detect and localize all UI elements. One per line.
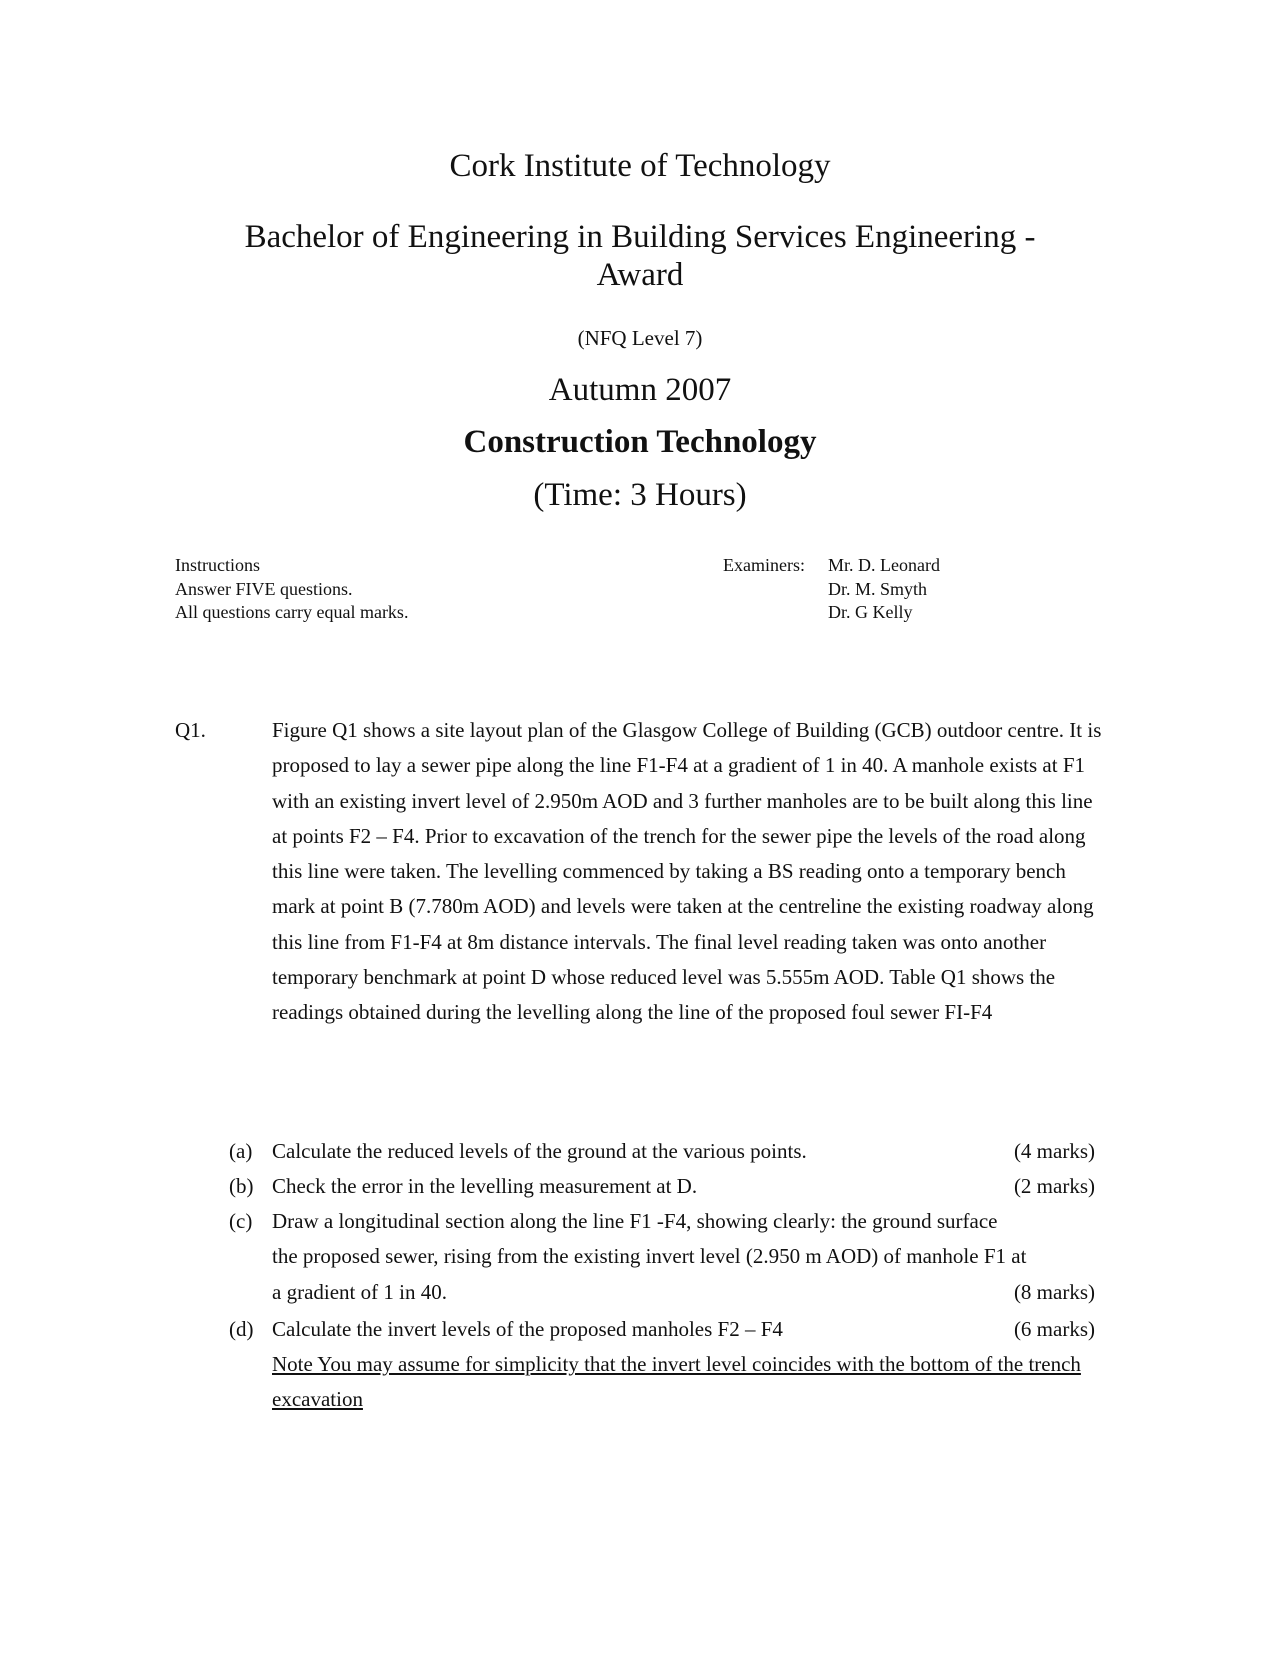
question-note: Note You may assume for simplicity that the invert level coincides with the bottom of the trench excavation [272, 1352, 1081, 1412]
part-text: Calculate the invert levels of the proposed manholes F2 – F4 [272, 1317, 783, 1341]
examiner-name: Mr. D. Leonard [828, 555, 940, 575]
question-number: Q1. [175, 718, 206, 742]
exam-session: Autumn 2007 [548, 372, 732, 408]
instructions-line-2: All questions carry equal marks. [175, 602, 409, 622]
part-marks: (2 marks) [1013, 1174, 1095, 1198]
part-letter: (a) [229, 1139, 253, 1163]
subject-title: Construction Technology [463, 424, 817, 460]
question-body: Figure Q1 shows a site layout plan of the Glasgow College of Building (GCB) outdoor centre. It is proposed to lay a sewer pipe along the line F1-F4 at a gradient of 1 in 40. A manhole exists at F1 with an existing invert level of 2.950m AOD and 3 further manholes are to be built along this line at points F2 – F4. Prior to excavation of the trench for the sewer pipe the levels of the road along this line were taken. The levelling commenced by taking a BS reading onto a temporary bench mark at point B (7.780m AOD) and levels were taken at the centreline the existing roadway along this line from F1-F4 at 8m distance intervals. The final level reading taken was onto another temporary benchmark at point D whose reduced level was 5.555m AOD. Table Q1 shows the readings obtained during the levelling along the line of the proposed foul sewer FI-F4 [272, 718, 1102, 1025]
part-marks: (8 marks) [1013, 1279, 1095, 1304]
part-letter: (b) [229, 1174, 254, 1198]
instructions-title: Instructions [175, 555, 260, 575]
part-marks: (4 marks) [1013, 1139, 1095, 1163]
examiner-name: Dr. M. Smyth [828, 578, 928, 599]
examiner-name: Dr. G Kelly [828, 602, 913, 622]
examiners-list [828, 554, 940, 625]
programme-title: Bachelor of Engineering in Building Services Engineering - Award [244, 219, 1036, 293]
institute-name: Cork Institute of Technology [449, 148, 831, 184]
instructions-line-1: Answer FIVE questions. [175, 578, 353, 599]
nfq-level: (NFQ Level 7) [577, 326, 703, 350]
exam-duration: (Time: 3 Hours) [533, 477, 747, 513]
instructions-block [175, 554, 408, 625]
part-letter: (d) [229, 1317, 254, 1341]
part-text: Check the error in the levelling measurement at D. [272, 1174, 698, 1198]
part-letter: (c) [229, 1209, 253, 1233]
part-text: Draw a longitudinal section along the line F1 -F4, showing clearly: the ground surface the proposed sewer, rising from the existing invert level (2.950 m AOD) of manhole F1 at a gradient of 1 in 40. [272, 1209, 1027, 1304]
examiners-label: Examiners: [723, 555, 805, 575]
part-text: Calculate the reduced levels of the ground at the various points. [272, 1139, 807, 1163]
part-marks: (6 marks) [1013, 1317, 1095, 1341]
